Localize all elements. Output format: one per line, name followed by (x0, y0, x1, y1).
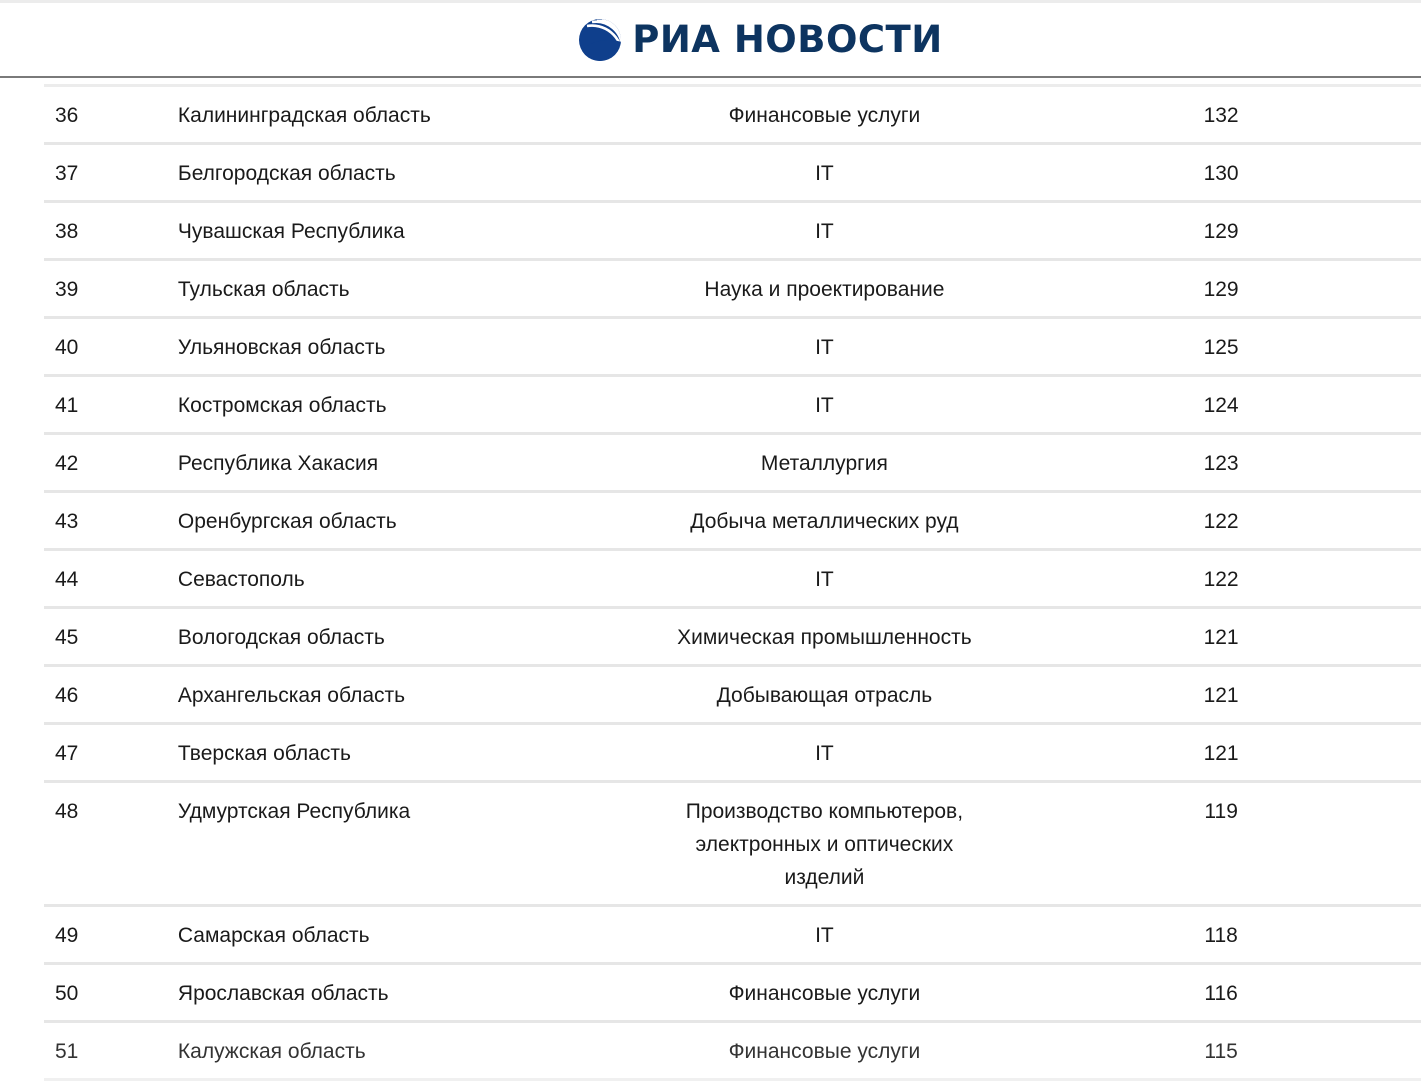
table-row (44, 725, 1421, 783)
table-row (44, 319, 1421, 377)
rank-cell: 47 (55, 742, 79, 765)
industry-cell: Химическая промышленность (677, 626, 972, 649)
rank-cell: 36 (55, 104, 79, 127)
rank-cell: 43 (55, 510, 79, 533)
region-cell: Тверская область (177, 742, 351, 765)
region-cell: Самарская область (177, 924, 370, 947)
region-cell: Калужская область (177, 1040, 366, 1063)
ria-globe-icon (578, 18, 622, 62)
rank-cell: 42 (55, 452, 79, 475)
table-row (44, 667, 1421, 725)
region-cell: Оренбургская область (177, 510, 397, 533)
industry-cell: Наука и проектирование (704, 278, 945, 301)
industry-cell: IT (815, 394, 834, 417)
rank-cell: 45 (55, 626, 79, 649)
rank-cell: 37 (55, 162, 79, 185)
rank-cell: 39 (55, 278, 79, 301)
industry-cell: Финансовые услуги (728, 1040, 921, 1063)
region-cell: Вологодская область (177, 626, 385, 649)
brand-logo[interactable] (578, 18, 943, 62)
table-row (44, 493, 1421, 551)
value-cell: 129 (1203, 278, 1239, 301)
industry-cell: Производство компьютеров, электронных и оптических изделий (685, 800, 964, 889)
value-cell: 118 (1204, 924, 1238, 947)
value-cell: 125 (1203, 336, 1239, 359)
industry-cell: Добывающая отрасль (716, 684, 933, 707)
value-cell: 115 (1204, 1040, 1238, 1063)
region-cell: Ульяновская область (177, 336, 386, 359)
table-row (44, 261, 1421, 319)
rank-cell: 50 (55, 982, 79, 1005)
table-row (44, 783, 1421, 907)
region-cell: Чувашская Республика (177, 220, 405, 243)
industry-cell: IT (815, 162, 834, 185)
value-cell: 124 (1203, 394, 1239, 417)
value-cell: 132 (1203, 104, 1239, 127)
industry-cell: Металлургия (760, 452, 888, 475)
region-cell: Ярославская область (177, 982, 389, 1005)
value-cell: 129 (1203, 220, 1239, 243)
value-cell: 123 (1203, 452, 1239, 475)
industry-cell: IT (815, 742, 834, 765)
rank-cell: 44 (55, 568, 79, 591)
industry-cell: IT (815, 220, 834, 243)
industry-cell: IT (815, 336, 834, 359)
value-cell: 122 (1203, 510, 1239, 533)
industry-cell: Добыча металлических руд (690, 510, 959, 533)
region-cell: Севастополь (177, 568, 305, 591)
table-row (44, 907, 1421, 965)
region-cell: Костромская область (177, 394, 387, 417)
site-header (0, 3, 1421, 78)
value-cell: 121 (1203, 626, 1239, 649)
rank-cell: 38 (55, 220, 79, 243)
ranking-table (44, 84, 1421, 1081)
table-row (44, 609, 1421, 667)
table-row (44, 87, 1421, 145)
region-cell: Архангельская область (177, 684, 406, 707)
region-cell: Белгородская область (177, 162, 396, 185)
industry-cell: IT (815, 924, 834, 947)
table-row (44, 1023, 1421, 1081)
brand-name: РИА НОВОСТИ (632, 18, 943, 61)
region-cell: Тульская область (177, 278, 350, 301)
industry-cell: IT (815, 568, 834, 591)
rank-cell: 51 (55, 1040, 79, 1063)
table-row (44, 551, 1421, 609)
value-cell: 130 (1203, 162, 1239, 185)
value-cell: 121 (1203, 742, 1239, 765)
table-row (44, 203, 1421, 261)
rank-cell: 49 (55, 924, 79, 947)
industry-cell: Финансовые услуги (728, 104, 921, 127)
industry-cell: Финансовые услуги (728, 982, 921, 1005)
value-cell: 116 (1204, 982, 1238, 1005)
value-cell: 122 (1203, 568, 1239, 591)
rank-cell: 46 (55, 684, 79, 707)
region-cell: Калининградская область (177, 104, 431, 127)
region-cell: Республика Хакасия (177, 452, 379, 475)
table-row (44, 145, 1421, 203)
value-cell: 121 (1203, 684, 1239, 707)
rank-cell: 41 (55, 394, 79, 417)
table-row (44, 965, 1421, 1023)
rank-cell: 40 (55, 336, 79, 359)
region-cell: Удмуртская Республика (177, 800, 411, 823)
rank-cell: 48 (55, 800, 79, 823)
table-row (44, 377, 1421, 435)
table-row (44, 435, 1421, 493)
value-cell: 119 (1204, 800, 1238, 823)
